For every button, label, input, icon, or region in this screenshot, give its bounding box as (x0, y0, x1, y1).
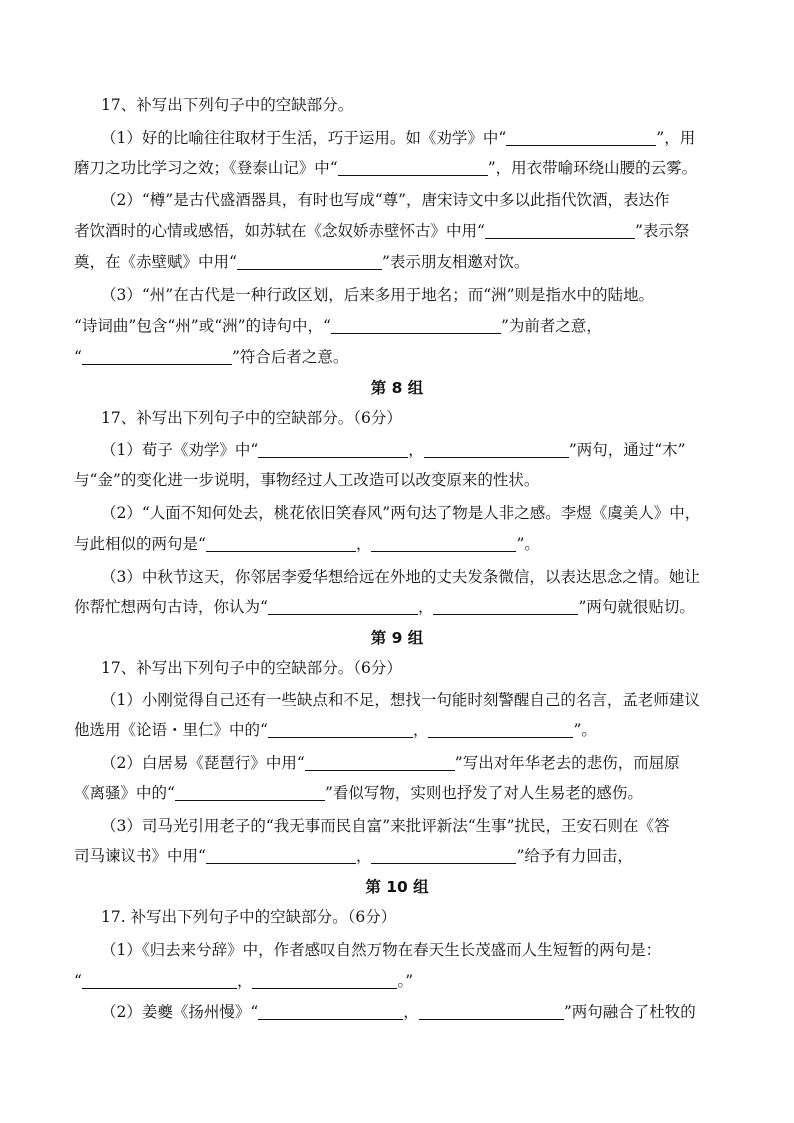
text: ”两句融合了杜牧的 (563, 1003, 696, 1021)
question-title-text: 17、补写出下列句子中的空缺部分。（6分） (101, 659, 402, 677)
text: ”给予有力回击， (516, 847, 633, 865)
paragraph-line (74, 783, 724, 803)
text: （2）姜夔《扬州慢》“ (101, 1003, 259, 1021)
text: （3）司马光引用老子的“我无事而民自富”来批评新法“生事”扰民，王安石则在《答 (101, 817, 670, 835)
paragraph-line (101, 190, 751, 210)
text: ”看似写物，实则也抒发了对人生易老的感伤。 (324, 784, 643, 802)
paragraph-line (74, 720, 724, 740)
answer-blank[interactable] (206, 847, 356, 864)
text: ”。 (516, 535, 540, 553)
answer-blank[interactable] (371, 847, 516, 864)
text: ， (355, 535, 372, 553)
paragraph-line (101, 128, 751, 148)
text: 《离骚》中的“ (74, 784, 175, 802)
text: （2）“樽”是古代盛酒器具，有时也写成“尊”，唐宋诗文中多以此指代饮酒，表达作 (101, 191, 670, 209)
text: （1）《归去来兮辞》中，作者感叹自然万物在春天生长茂盛而人生短暂的两句是： (101, 941, 662, 959)
answer-blank[interactable] (433, 598, 578, 615)
answer-blank[interactable] (268, 598, 418, 615)
question-title (101, 658, 751, 678)
answer-blank[interactable] (506, 129, 656, 146)
text: 者饮酒时的心情或感悟，如苏轼在《念奴娇赤壁怀古》中用“ (74, 222, 485, 240)
answer-blank[interactable] (268, 721, 413, 738)
text: ”为前者之意， (500, 317, 602, 335)
question-title (101, 408, 751, 428)
group-heading: 第 10 组 (365, 878, 429, 896)
text: 与此相似的两句是“ (74, 535, 206, 553)
text: ”，用衣带喻环绕山腰的云雾。 (487, 159, 698, 177)
answer-blank[interactable] (371, 535, 516, 552)
answer-blank[interactable] (428, 721, 573, 738)
text: ， (408, 441, 424, 459)
paragraph-line (101, 690, 751, 710)
answer-blank[interactable] (82, 972, 237, 989)
paragraph-line (74, 252, 724, 272)
paragraph-line (101, 816, 751, 836)
paragraph-line (74, 597, 724, 617)
text: （1）荀子《劝学》中“ (101, 441, 259, 459)
text: 你帮忙想两句古诗，你认为“ (74, 598, 268, 616)
text: （1）小刚觉得自己还有一些缺点和不足，想找一句能时刻警醒自己的名言，孟老师建议 (101, 691, 700, 709)
answer-blank[interactable] (237, 253, 382, 270)
question-title-text: 17、补写出下列句子中的空缺部分。 (101, 96, 354, 114)
question-title-text: 17. 补写出下列句子中的空缺部分。（6分） (101, 908, 397, 926)
text: ”两句，通过“木” (568, 441, 686, 459)
text: ”，用 (656, 129, 696, 147)
text: （2）“人面不知何处去，桃花依旧笑春风”两句达了物是人非之感。李煜《虞美人》中， (101, 504, 701, 522)
answer-blank[interactable] (258, 441, 408, 458)
paragraph-line (101, 567, 751, 587)
group-heading: 第 8 组 (370, 379, 424, 397)
text: “ (74, 972, 82, 990)
text: （1）好的比喻往往取材于生活，巧于运用。如《劝学》中“ (101, 129, 507, 147)
text: 与“金”的变化进一步说明，事物经过人工改造可以改变原来的性状。 (74, 471, 540, 489)
text: 司马谏议书》中用“ (74, 847, 206, 865)
text: ， (236, 972, 253, 990)
paragraph-line (74, 221, 724, 241)
text: ， (417, 598, 434, 616)
text: ”。 (573, 721, 597, 739)
answer-blank[interactable] (82, 348, 232, 365)
answer-blank[interactable] (206, 535, 356, 552)
text: ”符合后者之意。 (231, 348, 349, 366)
answer-blank[interactable] (419, 1003, 564, 1020)
answer-blank[interactable] (338, 159, 488, 176)
paragraph-line (74, 316, 724, 336)
answer-blank[interactable] (258, 1003, 403, 1020)
text: （3）“州”在古代是一种行政区划，后来多用于地名；而“洲”则是指水中的陆地。 (101, 286, 655, 304)
text: ”表示祭 (634, 222, 690, 240)
paragraph-line (101, 753, 751, 773)
answer-blank[interactable] (424, 441, 569, 458)
paragraph-line (101, 1002, 751, 1022)
answer-blank[interactable] (305, 754, 455, 771)
question-title-text: 17、补写出下列句子中的空缺部分。（6分） (101, 409, 402, 427)
paragraph-line (74, 470, 724, 490)
answer-blank[interactable] (485, 222, 635, 239)
text: ”两句就很贴切。 (578, 598, 695, 616)
answer-blank[interactable] (331, 317, 501, 334)
text: 磨刀之功比学习之效；《登泰山记》中“ (74, 159, 338, 177)
text: ， (403, 1003, 419, 1021)
text: ”表示朋友相邀对饮。 (381, 253, 530, 271)
text: 奠，在《赤壁赋》中用“ (74, 253, 237, 271)
text: ， (412, 721, 429, 739)
text: 他选用《论语・里仁》中的“ (74, 721, 268, 739)
text: （2）白居易《琵琶行》中用“ (101, 754, 305, 772)
answer-blank[interactable] (175, 784, 325, 801)
group-heading: 第 9 组 (370, 629, 424, 647)
question-title (101, 95, 751, 115)
paragraph-line (74, 347, 724, 367)
text: “ (74, 348, 82, 366)
text: （3）中秋节这天，你邻居李爱华想给远在外地的丈夫发条微信，以表达思念之情。她让 (101, 568, 700, 586)
paragraph-line (101, 440, 751, 460)
text: ”写出对年华老去的悲伤，而屈原 (454, 754, 680, 772)
answer-blank[interactable] (252, 972, 397, 989)
paragraph-line (101, 940, 751, 960)
paragraph-line (74, 971, 724, 991)
paragraph-line (101, 285, 751, 305)
text: “诗词曲”包含“州”或“洲”的诗句中，“ (74, 317, 331, 335)
paragraph-line (101, 503, 751, 523)
text: ， (355, 847, 372, 865)
question-title (101, 907, 751, 927)
paragraph-line (74, 534, 724, 554)
paragraph-line (74, 158, 724, 178)
paragraph-line (74, 846, 724, 866)
text: 。” (397, 972, 414, 990)
